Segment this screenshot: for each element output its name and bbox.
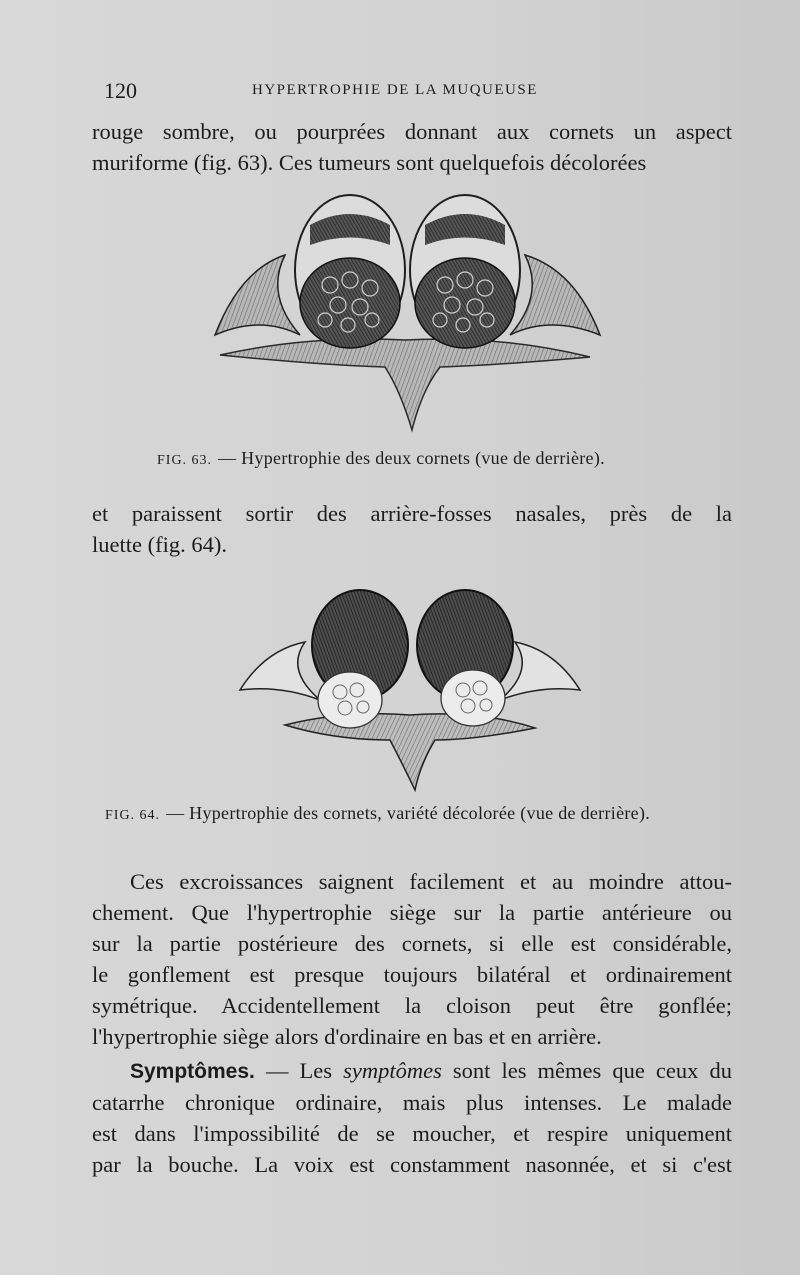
caption-text: — Hypertrophie des deux cornets (vue de derrière). bbox=[218, 448, 605, 468]
page-header bbox=[104, 78, 624, 108]
text-line: est dans l'impossibilité de se moucher, et respire uniquement bbox=[92, 1121, 732, 1146]
text-line: catarrhe chronique ordinaire, mais plus intenses. Le malade bbox=[92, 1090, 732, 1115]
caption-text: — Hypertrophie des cornets, variété décolorée (vue de derrière). bbox=[166, 803, 651, 823]
text-fragment: — Les bbox=[254, 1058, 344, 1083]
text-line: chement. Que l'hypertrophie siège sur la partie antérieure ou bbox=[92, 900, 732, 925]
figure-label: FIG. 64. bbox=[105, 808, 161, 823]
figure-64-illustration bbox=[225, 580, 595, 795]
figure-64-caption bbox=[105, 803, 650, 824]
figure-label: FIG. 63. bbox=[157, 453, 213, 468]
paragraph-2 bbox=[92, 498, 732, 560]
text-line: et paraissent sortir des arrière-fosses nasales, près de la bbox=[92, 501, 732, 526]
paragraph-1 bbox=[92, 116, 732, 178]
text-line: Ces excroissances saignent facilement et au moindre attou- bbox=[130, 869, 732, 894]
text-fragment: sont les mêmes que ceux du bbox=[441, 1058, 732, 1083]
paragraph-3 bbox=[92, 866, 732, 1052]
figure-63-caption bbox=[157, 448, 605, 469]
text-line: muriforme (fig. 63). Ces tumeurs sont quelquefois décolorées bbox=[92, 150, 647, 175]
text-line: luette (fig. 64). bbox=[92, 532, 227, 557]
page-number: 120 bbox=[104, 78, 137, 103]
italic-term: symptômes bbox=[343, 1058, 442, 1083]
text-line: l'hypertrophie siège alors d'ordinaire en bas et en arrière. bbox=[92, 1024, 602, 1049]
text-line: le gonflement est presque toujours bilatéral et ordinairement bbox=[92, 962, 732, 987]
figure-63-illustration bbox=[190, 185, 620, 435]
text-line: par la bouche. La voix est constamment nasonnée, et si c'est bbox=[92, 1152, 732, 1177]
text-line bbox=[92, 1055, 732, 1087]
text-line: rouge sombre, ou pourprées donnant aux cornets un aspect bbox=[92, 119, 732, 144]
running-head: HYPERTROPHIE DE LA MUQUEUSE bbox=[252, 82, 538, 98]
text-line: symétrique. Accidentellement la cloison peut être gonflée; bbox=[92, 993, 732, 1018]
text-line: sur la partie postérieure des cornets, si elle est considérable, bbox=[92, 931, 732, 956]
section-heading: Symptômes. bbox=[130, 1060, 255, 1083]
paragraph-4 bbox=[92, 1055, 732, 1180]
